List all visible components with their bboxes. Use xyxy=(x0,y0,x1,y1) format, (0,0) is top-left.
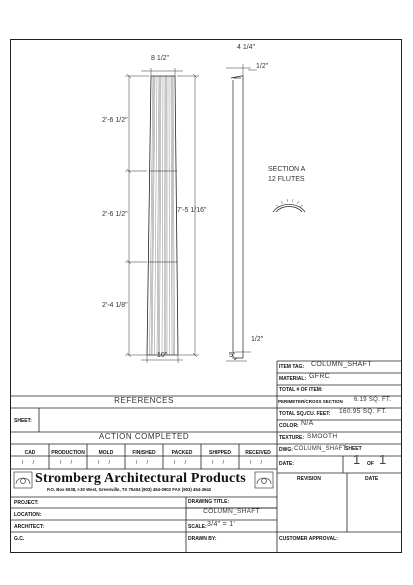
top-width-dimension xyxy=(141,68,183,76)
customer-approval-label: CUSTOMER APPROVAL: xyxy=(279,536,338,542)
dim-lower-seg: 2'-4 1/8" xyxy=(102,302,128,309)
dwg-value: COLUMN_SHAFT xyxy=(294,446,347,452)
total-sq-label: TOTAL SQ./CU. FEET: xyxy=(279,411,331,417)
gc-label: G.C. xyxy=(14,536,25,542)
location-label: LOCATION: xyxy=(14,512,42,518)
texture-value: SMOOTH xyxy=(307,433,338,440)
color-label: COLOR: xyxy=(279,423,299,429)
company-logo-left xyxy=(14,472,32,488)
action-date-shipped[interactable]: / / xyxy=(211,460,229,466)
texture-label: TEXTURE: xyxy=(279,435,304,441)
total-sq-value: 160.95 SQ. FT. xyxy=(339,408,387,415)
action-date-production[interactable]: / / xyxy=(59,460,77,466)
shaft-elevation xyxy=(147,76,178,355)
action-date-mold[interactable]: / / xyxy=(97,460,115,466)
company-logo-right xyxy=(255,472,273,488)
company-address: P.O. Box 6038, I-30 West, Greenville, TX 75404 (903) 454-0902 FAX (903) 454-3642 xyxy=(47,487,212,492)
drawn-by-label: DRAWN BY: xyxy=(188,536,217,542)
action-completed-header: ACTION COMPLETED xyxy=(98,432,190,441)
item-tag-label: ITEM TAG: xyxy=(279,364,305,370)
dim-profile-top: 4 1/4" xyxy=(237,44,256,51)
sheet-total: 1 xyxy=(379,452,387,467)
date-col-label: DATE xyxy=(365,476,379,482)
material-label: MATERIAL: xyxy=(279,376,307,382)
project-label: PROJECT: xyxy=(14,500,39,506)
overall-dimension xyxy=(177,74,199,357)
material-value: GFRC xyxy=(309,373,331,380)
action-date-packed[interactable]: / / xyxy=(173,460,191,466)
sheet-label: SHEET xyxy=(345,446,362,452)
dwg-label: DWG: xyxy=(279,447,293,453)
company-name: Stromberg Architectural Products xyxy=(35,471,246,486)
action-col-shipped: SHIPPED xyxy=(209,450,231,456)
revision-label: REVISION xyxy=(297,476,321,482)
dim-profile-lip-top: 1/2" xyxy=(256,63,269,70)
references-header: REFERENCES xyxy=(114,396,174,405)
section-flutes-label: 12 FLUTES xyxy=(268,176,305,183)
action-col-packed: PACKED xyxy=(171,450,193,456)
action-date-cad[interactable]: / / xyxy=(21,460,39,466)
architect-label: ARCHITECT: xyxy=(14,524,44,530)
dim-upper-seg: 2'-6 1/2" xyxy=(102,117,128,124)
dim-overall: 7'-5 1/16" xyxy=(177,207,207,214)
drawing-sheet xyxy=(10,39,402,553)
sheet-of: OF xyxy=(367,461,374,467)
sheet-number: 1 xyxy=(353,452,361,467)
left-dimensions xyxy=(125,74,149,357)
drawing-title-label: DRAWING TITLE: xyxy=(188,499,230,505)
drawing-title-value: COLUMN_SHAFT xyxy=(203,508,260,515)
action-col-received: RECEIVED xyxy=(245,450,271,456)
color-value: N/A xyxy=(301,420,314,427)
section-a-symbol xyxy=(273,199,305,212)
section-a-label: SECTION A xyxy=(268,166,306,173)
item-tag-value: COLUMN_SHAFT xyxy=(311,361,372,368)
action-col-finished: FINISHED xyxy=(132,450,156,456)
scale-label: SCALE: xyxy=(188,524,207,530)
dim-top-width: 8 1/2" xyxy=(151,55,170,62)
action-col-cad: CAD xyxy=(24,450,36,456)
perimeter-value: 6.19 SQ. FT. xyxy=(354,397,392,403)
references-sheet-label: SHEET: xyxy=(14,418,32,424)
total-items-label: TOTAL # OF ITEM: xyxy=(279,387,323,393)
dim-bottom-width: 10" xyxy=(157,352,168,359)
action-date-finished[interactable]: / / xyxy=(135,460,153,466)
action-date-label: DATE: xyxy=(279,461,294,467)
dim-mid-seg: 2'-6 1/2" xyxy=(102,211,128,218)
action-col-production: PRODUCTION xyxy=(51,450,85,456)
action-date-received[interactable]: / / xyxy=(249,460,267,466)
perimeter-label: PERIMETER/CROSS SECTION xyxy=(278,399,343,404)
scale-value: 3/4" = 1' xyxy=(207,521,236,528)
shaft-profile xyxy=(226,64,257,361)
dim-profile-lip-bottom: 1/2" xyxy=(251,336,264,343)
action-col-mold: MOLD xyxy=(98,450,114,456)
dim-profile-bottom: 5" xyxy=(229,352,236,359)
